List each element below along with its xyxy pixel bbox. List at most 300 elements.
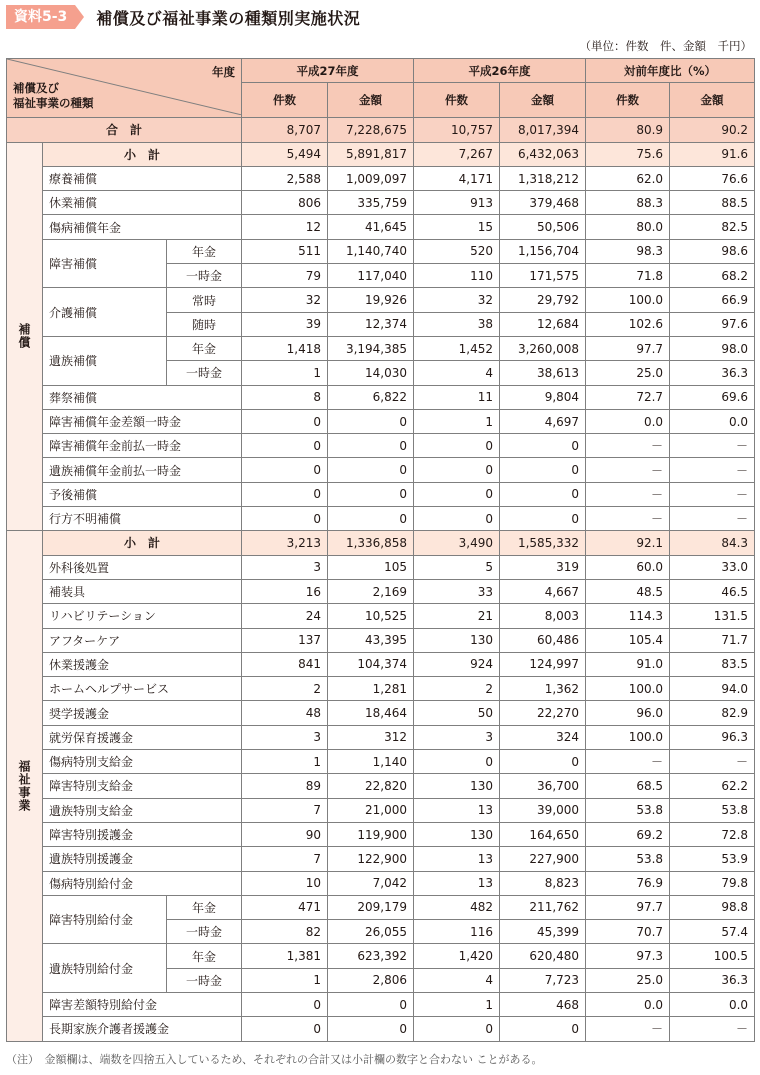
value-cell: 21,000 — [328, 798, 414, 822]
value-cell: 1,585,332 — [500, 531, 586, 555]
value-cell: 90 — [242, 822, 328, 846]
value-cell: 1,318,212 — [500, 166, 586, 190]
value-cell: － — [670, 507, 755, 531]
value-cell: 6,432,063 — [500, 142, 586, 166]
value-cell: 88.3 — [586, 191, 670, 215]
value-cell: 0 — [242, 458, 328, 482]
value-cell: 0 — [328, 1017, 414, 1041]
value-cell: 3 — [242, 725, 328, 749]
value-cell: 1,418 — [242, 336, 328, 360]
total-row — [7, 118, 755, 142]
value-cell: 0 — [328, 507, 414, 531]
sub-row-label: 年金 — [167, 239, 242, 263]
value-cell: 511 — [242, 239, 328, 263]
value-cell: 70.7 — [586, 920, 670, 944]
value-cell: 4,171 — [414, 166, 500, 190]
value-cell: 91.0 — [586, 652, 670, 676]
value-cell: 19,926 — [328, 288, 414, 312]
value-cell: 39 — [242, 312, 328, 336]
value-cell: － — [670, 434, 755, 458]
value-cell: 1,140,740 — [328, 239, 414, 263]
value-cell: 0 — [414, 458, 500, 482]
value-cell: 806 — [242, 191, 328, 215]
value-cell: 21 — [414, 604, 500, 628]
value-cell: 96.0 — [586, 701, 670, 725]
sub-row-label: 一時金 — [167, 920, 242, 944]
value-cell: 7 — [242, 847, 328, 871]
total-value: 90.2 — [670, 118, 755, 142]
ratio-amount-header: 金額 — [670, 83, 755, 118]
value-cell: 53.9 — [670, 847, 755, 871]
total-value: 8,707 — [242, 118, 328, 142]
sub-row-label: 一時金 — [167, 264, 242, 288]
value-cell: 209,179 — [328, 895, 414, 919]
table-row — [7, 774, 755, 798]
value-cell: 924 — [414, 652, 500, 676]
value-cell: － — [586, 434, 670, 458]
value-cell: 6,822 — [328, 385, 414, 409]
value-cell: 12,684 — [500, 312, 586, 336]
value-cell: 15 — [414, 215, 500, 239]
value-cell: 14,030 — [328, 361, 414, 385]
row-label: 傷病補償年金 — [43, 215, 242, 239]
value-cell: 41,645 — [328, 215, 414, 239]
value-cell: 0 — [242, 1017, 328, 1041]
table-row — [7, 701, 755, 725]
value-cell: 0 — [500, 750, 586, 774]
ratio-header: 対前年度比（%） — [586, 59, 755, 83]
sub-row-label: 常時 — [167, 288, 242, 312]
value-cell: 13 — [414, 847, 500, 871]
value-cell: 45,399 — [500, 920, 586, 944]
table-row — [7, 409, 755, 433]
row-label: 遺族補償 — [43, 336, 167, 385]
value-cell: 72.8 — [670, 822, 755, 846]
value-cell: 48 — [242, 701, 328, 725]
value-cell: 71.8 — [586, 264, 670, 288]
value-cell: 53.8 — [586, 798, 670, 822]
row-label: 葬祭補償 — [43, 385, 242, 409]
table-row — [7, 215, 755, 239]
table-row — [7, 166, 755, 190]
value-cell: 0 — [242, 507, 328, 531]
ratio-count-header: 件数 — [586, 83, 670, 118]
row-label: 遺族補償年金前払一時金 — [43, 458, 242, 482]
value-cell: 8,823 — [500, 871, 586, 895]
table-row — [7, 677, 755, 701]
value-cell: 0 — [242, 482, 328, 506]
table-row — [7, 555, 755, 579]
type-header-label: 補償及び 福祉事業の種類 — [13, 81, 94, 110]
value-cell: 97.6 — [670, 312, 755, 336]
value-cell: 1,336,858 — [328, 531, 414, 555]
value-cell: 3,194,385 — [328, 336, 414, 360]
value-cell: 92.1 — [586, 531, 670, 555]
row-label: 行方不明補償 — [43, 507, 242, 531]
value-cell: 25.0 — [586, 968, 670, 992]
value-cell: 79.8 — [670, 871, 755, 895]
value-cell: 0.0 — [586, 409, 670, 433]
table-row — [7, 822, 755, 846]
value-cell: 0 — [414, 1017, 500, 1041]
value-cell: 100.0 — [586, 677, 670, 701]
value-cell: 8 — [242, 385, 328, 409]
value-cell: 3,490 — [414, 531, 500, 555]
value-cell: 5 — [414, 555, 500, 579]
group-label: 補償 — [7, 142, 43, 531]
value-cell: 53.8 — [670, 798, 755, 822]
value-cell: 79 — [242, 264, 328, 288]
value-cell: 130 — [414, 628, 500, 652]
group-label: 福祉事業 — [7, 531, 43, 1041]
value-cell: 1 — [242, 750, 328, 774]
value-cell: 8,003 — [500, 604, 586, 628]
value-cell: 3 — [414, 725, 500, 749]
value-cell: 98.6 — [670, 239, 755, 263]
value-cell: 75.6 — [586, 142, 670, 166]
total-value: 8,017,394 — [500, 118, 586, 142]
fukushi-section — [7, 531, 755, 1041]
value-cell: 97.7 — [586, 336, 670, 360]
value-cell: 32 — [242, 288, 328, 312]
value-cell: 114.3 — [586, 604, 670, 628]
total-value: 7,228,675 — [328, 118, 414, 142]
value-cell: 4,667 — [500, 579, 586, 603]
row-label: 障害特別援護金 — [43, 822, 242, 846]
h27-header: 平成27年度 — [242, 59, 414, 83]
table-row — [7, 604, 755, 628]
value-cell: 1 — [242, 361, 328, 385]
value-cell: 76.6 — [670, 166, 755, 190]
value-cell: 5,891,817 — [328, 142, 414, 166]
value-cell: 620,480 — [500, 944, 586, 968]
value-cell: 0 — [328, 458, 414, 482]
hosho-section — [7, 142, 755, 531]
value-cell: 43,395 — [328, 628, 414, 652]
value-cell: 29,792 — [500, 288, 586, 312]
value-cell: 36.3 — [670, 361, 755, 385]
value-cell: 335,759 — [328, 191, 414, 215]
value-cell: 130 — [414, 822, 500, 846]
value-cell: 104,374 — [328, 652, 414, 676]
table-row — [7, 944, 755, 968]
value-cell: 96.3 — [670, 725, 755, 749]
value-cell: 4,697 — [500, 409, 586, 433]
table-row — [7, 507, 755, 531]
h27-count-header: 件数 — [242, 83, 328, 118]
value-cell: 50 — [414, 701, 500, 725]
table-row — [7, 239, 755, 263]
value-cell: 130 — [414, 774, 500, 798]
value-cell: 11 — [414, 385, 500, 409]
value-cell: 60,486 — [500, 628, 586, 652]
total-value: 80.9 — [586, 118, 670, 142]
value-cell: 1 — [242, 968, 328, 992]
value-cell: 22,270 — [500, 701, 586, 725]
table-row — [7, 992, 755, 1016]
value-cell: 89 — [242, 774, 328, 798]
row-label: ホームヘルプサービス — [43, 677, 242, 701]
value-cell: 164,650 — [500, 822, 586, 846]
value-cell: 1,140 — [328, 750, 414, 774]
table-row — [7, 482, 755, 506]
value-cell: 68.5 — [586, 774, 670, 798]
value-cell: 0 — [328, 434, 414, 458]
sub-row-label: 年金 — [167, 336, 242, 360]
value-cell: 88.5 — [670, 191, 755, 215]
value-cell: 211,762 — [500, 895, 586, 919]
value-cell: 468 — [500, 992, 586, 1016]
value-cell: 97.3 — [586, 944, 670, 968]
value-cell: 69.2 — [586, 822, 670, 846]
row-label: 就労保育援護金 — [43, 725, 242, 749]
value-cell: － — [586, 750, 670, 774]
row-label: 休業補償 — [43, 191, 242, 215]
row-label: 遺族特別給付金 — [43, 944, 167, 993]
table-row — [7, 847, 755, 871]
value-cell: 12,374 — [328, 312, 414, 336]
value-cell: 0 — [242, 409, 328, 433]
value-cell: 10 — [242, 871, 328, 895]
value-cell: 0 — [500, 458, 586, 482]
row-label: 障害差額特別給付金 — [43, 992, 242, 1016]
value-cell: 137 — [242, 628, 328, 652]
value-cell: 38 — [414, 312, 500, 336]
value-cell: 0 — [500, 482, 586, 506]
value-cell: 69.6 — [670, 385, 755, 409]
total-value: 10,757 — [414, 118, 500, 142]
year-header-label: 年度 — [212, 65, 236, 79]
value-cell: 0 — [414, 482, 500, 506]
value-cell: 520 — [414, 239, 500, 263]
value-cell: 2,588 — [242, 166, 328, 190]
value-cell: 0 — [328, 992, 414, 1016]
value-cell: 3,260,008 — [500, 336, 586, 360]
value-cell: 841 — [242, 652, 328, 676]
value-cell: 84.3 — [670, 531, 755, 555]
tag-arrow — [75, 5, 84, 29]
value-cell: 3 — [242, 555, 328, 579]
value-cell: 82 — [242, 920, 328, 944]
value-cell: 98.3 — [586, 239, 670, 263]
value-cell: 0.0 — [670, 409, 755, 433]
value-cell: 39,000 — [500, 798, 586, 822]
value-cell: 1,156,704 — [500, 239, 586, 263]
value-cell: 97.7 — [586, 895, 670, 919]
value-cell: 0 — [414, 507, 500, 531]
value-cell: 3,213 — [242, 531, 328, 555]
value-cell: 324 — [500, 725, 586, 749]
value-cell: 227,900 — [500, 847, 586, 871]
value-cell: 25.0 — [586, 361, 670, 385]
value-cell: 1,420 — [414, 944, 500, 968]
subtotal-row — [7, 531, 755, 555]
value-cell: 0 — [500, 1017, 586, 1041]
row-label: 補装具 — [43, 579, 242, 603]
value-cell: 100.0 — [586, 725, 670, 749]
value-cell: 110 — [414, 264, 500, 288]
row-label: 障害特別支給金 — [43, 774, 242, 798]
value-cell: 0 — [328, 409, 414, 433]
value-cell: 4 — [414, 361, 500, 385]
row-label: アフターケア — [43, 628, 242, 652]
value-cell: 1,281 — [328, 677, 414, 701]
value-cell: 0 — [500, 507, 586, 531]
value-cell: 131.5 — [670, 604, 755, 628]
value-cell: 33.0 — [670, 555, 755, 579]
footnote: （注） 金額欄は、端数を四捨五入しているため、それぞれの合計又は小計欄の数字と合わない ことがある。 — [6, 1053, 543, 1066]
value-cell: 80.0 — [586, 215, 670, 239]
sub-row-label: 年金 — [167, 895, 242, 919]
h26-header: 平成26年度 — [414, 59, 586, 83]
compensation-table — [6, 58, 755, 1042]
value-cell: 82.5 — [670, 215, 755, 239]
value-cell: 623,392 — [328, 944, 414, 968]
value-cell: 62.2 — [670, 774, 755, 798]
value-cell: 13 — [414, 871, 500, 895]
row-label: 療養補償 — [43, 166, 242, 190]
value-cell: 48.5 — [586, 579, 670, 603]
value-cell: 0 — [242, 992, 328, 1016]
h27-amount-header: 金額 — [328, 83, 414, 118]
value-cell: 4 — [414, 968, 500, 992]
value-cell: 1 — [414, 409, 500, 433]
table-row — [7, 652, 755, 676]
value-cell: 33 — [414, 579, 500, 603]
table-row — [7, 579, 755, 603]
value-cell: 1,381 — [242, 944, 328, 968]
table-row — [7, 750, 755, 774]
value-cell: 105 — [328, 555, 414, 579]
table-row — [7, 895, 755, 919]
value-cell: 312 — [328, 725, 414, 749]
value-cell: 100.5 — [670, 944, 755, 968]
value-cell: 16 — [242, 579, 328, 603]
row-label: 障害補償年金差額一時金 — [43, 409, 242, 433]
table-row — [7, 458, 755, 482]
table-row — [7, 434, 755, 458]
value-cell: 83.5 — [670, 652, 755, 676]
value-cell: 7,267 — [414, 142, 500, 166]
table-row — [7, 798, 755, 822]
value-cell: 32 — [414, 288, 500, 312]
value-cell: 122,900 — [328, 847, 414, 871]
value-cell: － — [586, 482, 670, 506]
value-cell: 66.9 — [670, 288, 755, 312]
doc-header — [6, 4, 360, 30]
value-cell: 102.6 — [586, 312, 670, 336]
value-cell: 0 — [414, 434, 500, 458]
value-cell: 94.0 — [670, 677, 755, 701]
value-cell: － — [670, 750, 755, 774]
row-label: 休業援護金 — [43, 652, 242, 676]
h26-amount-header: 金額 — [500, 83, 586, 118]
value-cell: 46.5 — [670, 579, 755, 603]
value-cell: 9,804 — [500, 385, 586, 409]
value-cell: 0 — [500, 434, 586, 458]
table-row — [7, 288, 755, 312]
value-cell: 379,468 — [500, 191, 586, 215]
sub-row-label: 一時金 — [167, 968, 242, 992]
value-cell: 1,452 — [414, 336, 500, 360]
row-label: リハビリテーション — [43, 604, 242, 628]
value-cell: 119,900 — [328, 822, 414, 846]
value-cell: 471 — [242, 895, 328, 919]
table-row — [7, 191, 755, 215]
table-row — [7, 725, 755, 749]
table-row — [7, 336, 755, 360]
value-cell: 1,362 — [500, 677, 586, 701]
value-cell: 76.9 — [586, 871, 670, 895]
value-cell: 12 — [242, 215, 328, 239]
value-cell: 2 — [414, 677, 500, 701]
row-label: 傷病特別支給金 — [43, 750, 242, 774]
value-cell: 0 — [328, 482, 414, 506]
row-label: 長期家族介護者援護金 — [43, 1017, 242, 1041]
row-label: 予後補償 — [43, 482, 242, 506]
value-cell: 98.0 — [670, 336, 755, 360]
value-cell: 53.8 — [586, 847, 670, 871]
value-cell: 1 — [414, 992, 500, 1016]
row-label: 外科後処置 — [43, 555, 242, 579]
doc-tag: 資料5-3 — [6, 5, 75, 29]
value-cell: － — [586, 507, 670, 531]
table-row — [7, 1017, 755, 1041]
value-cell: 22,820 — [328, 774, 414, 798]
value-cell: 1,009,097 — [328, 166, 414, 190]
sub-row-label: 年金 — [167, 944, 242, 968]
unit-label: （単位：件数 件、金額 千円） — [579, 39, 752, 53]
row-label: 障害特別給付金 — [43, 895, 167, 944]
value-cell: 10,525 — [328, 604, 414, 628]
value-cell: 36,700 — [500, 774, 586, 798]
h26-count-header: 件数 — [414, 83, 500, 118]
value-cell: 0 — [242, 434, 328, 458]
subtotal-label: 小 計 — [43, 142, 242, 166]
value-cell: 7,042 — [328, 871, 414, 895]
value-cell: 319 — [500, 555, 586, 579]
corner-header-cell — [7, 59, 242, 118]
subtotal-label: 小 計 — [43, 531, 242, 555]
value-cell: 71.7 — [670, 628, 755, 652]
value-cell: 0.0 — [670, 992, 755, 1016]
value-cell: 72.7 — [586, 385, 670, 409]
value-cell: 0.0 — [586, 992, 670, 1016]
value-cell: 124,997 — [500, 652, 586, 676]
value-cell: 36.3 — [670, 968, 755, 992]
table-row — [7, 385, 755, 409]
value-cell: 68.2 — [670, 264, 755, 288]
value-cell: 57.4 — [670, 920, 755, 944]
value-cell: － — [670, 1017, 755, 1041]
value-cell: 7,723 — [500, 968, 586, 992]
doc-title: 補償及び福祉事業の種類別実施状況 — [96, 8, 361, 28]
value-cell: 82.9 — [670, 701, 755, 725]
value-cell: 7 — [242, 798, 328, 822]
value-cell: 60.0 — [586, 555, 670, 579]
table-row — [7, 871, 755, 895]
value-cell: 482 — [414, 895, 500, 919]
table-row — [7, 628, 755, 652]
row-label: 障害補償年金前払一時金 — [43, 434, 242, 458]
value-cell: 100.0 — [586, 288, 670, 312]
value-cell: 24 — [242, 604, 328, 628]
value-cell: 38,613 — [500, 361, 586, 385]
value-cell: 13 — [414, 798, 500, 822]
value-cell: － — [670, 458, 755, 482]
value-cell: 50,506 — [500, 215, 586, 239]
value-cell: 18,464 — [328, 701, 414, 725]
